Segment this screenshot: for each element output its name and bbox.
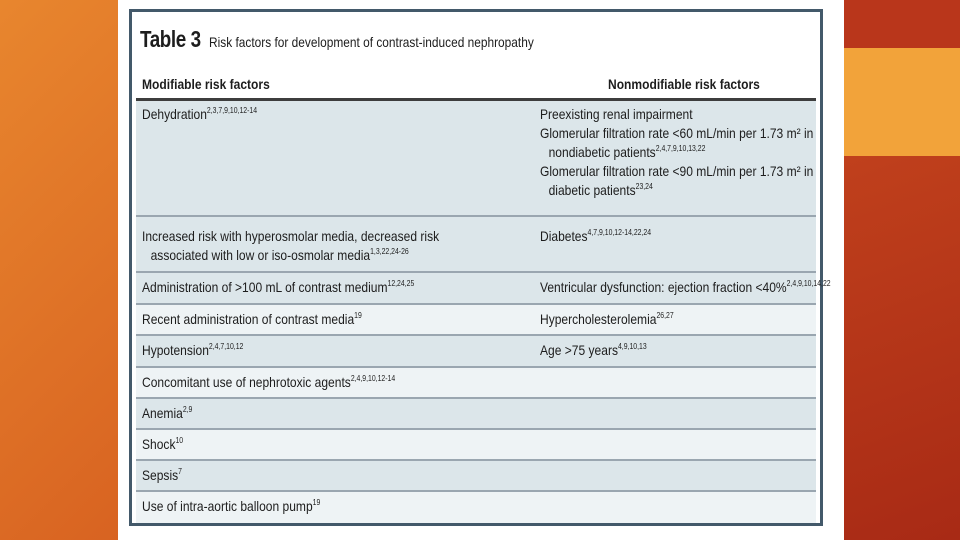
cell-modifiable: Concomitant use of nephrotoxic agents$^{2,4,9,10,12-14}$ [142, 374, 396, 390]
cell-modifiable: Sepsis$^7$ [142, 467, 182, 483]
cell-modifiable: Dehydration$^{2,3,7,9,10,12-14}$ [142, 106, 258, 122]
cell-modifiable: Anemia$^{2,9}$ [142, 405, 193, 421]
table-row [136, 492, 816, 523]
table-row [136, 368, 816, 399]
table-row [136, 399, 816, 430]
slide-accent-block-gold [844, 48, 960, 156]
table-row [136, 217, 816, 273]
slide-accent-block-top [844, 0, 960, 48]
table-row [136, 430, 816, 461]
cell-modifiable: Shock$^{10}$ [142, 436, 184, 452]
table-figure [129, 9, 831, 526]
table-caption [140, 26, 591, 53]
header-nonmodifiable: Nonmodifiable risk factors [608, 76, 760, 92]
table-row [136, 336, 816, 368]
table-row [136, 461, 816, 492]
cell-nonmodifiable: Ventricular dysfunction: ejection fraction <40%$^{2,4,9,10,14,22}$ [540, 279, 831, 295]
cell-modifiable: Administration of >100 mL of contrast medium$^{12,24,25}$ [142, 279, 415, 295]
table-body [136, 101, 831, 523]
header-modifiable: Modifiable risk factors [142, 76, 270, 92]
table-row [136, 273, 831, 305]
table-row [136, 101, 816, 217]
cell-modifiable: Use of intra-aortic balloon pump$^{19}$ [142, 498, 321, 514]
cell-nonmodifiable: Age >75 years$^{4,9,10,13}$ [540, 342, 647, 358]
cell-modifiable: Recent administration of contrast media$^{19}$ [142, 311, 362, 327]
cell-nonmodifiable: Diabetes$^{4,7,9,10,12-14,22,24}$ [540, 228, 652, 244]
table-row [136, 305, 816, 336]
cell-modifiable: Hypotension$^{2,4,7,10,12}$ [142, 342, 244, 358]
table-title: Risk factors for development of contrast-induced nephropathy [208, 34, 534, 50]
cell-nonmodifiable: Preexisting renal impairment Glomerular filtration rate <60 mL/min per 1.73 m² in nondiabetic patients$^{2,4,7,9,10,13,22}$ Glomerular filtration rate <90 mL/min per 1.73 m² in diabetic patients$^{23,24}$ [540, 106, 814, 198]
table-number: Table 3 [140, 26, 201, 52]
cell-modifiable: Increased risk with hyperosmolar media, decreased risk associated with low or iso-osmolar media$^{1,3,22,24-26}$ [142, 228, 440, 263]
cell-nonmodifiable: Hypercholesterolemia$^{26,27}$ [540, 311, 674, 327]
slide-accent-block-bottom [844, 156, 960, 540]
